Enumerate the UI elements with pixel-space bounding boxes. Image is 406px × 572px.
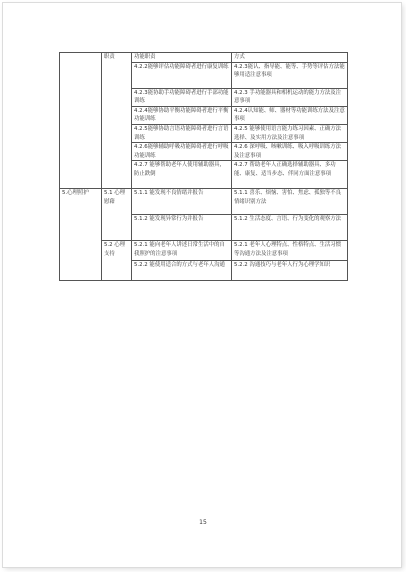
method-cell: 方式 bbox=[232, 53, 348, 63]
method-cell: 4.2.4认知能、师、器材等功能训练方法及注意事项 bbox=[232, 106, 348, 124]
subcategory-cell: 5.1 心理慰藉 bbox=[102, 189, 132, 241]
dimension-cell-blank bbox=[60, 53, 102, 189]
method-cell: 4.2.5 能够使用语言能力练习因素、正确方法选择、及实用方法及注意事项 bbox=[232, 124, 348, 142]
method-cell: 5.1.1 喜乐、烦恼、害怕、焦虑、孤独等不良情绪识别方法 bbox=[232, 189, 348, 215]
table-row bbox=[60, 53, 348, 63]
method-cell: 4.2.3能认、指导能、能等、手势等评估方法能够用适注意事项 bbox=[232, 62, 348, 88]
method-cell: 4.2.7 帮助老年人正确选择辅助器具、多功能、康复、适当步态、伴同方面注意事项 bbox=[232, 161, 348, 189]
skills-table bbox=[59, 52, 348, 281]
content-cell: 4.2.5能够协助言语功能障碍者进行言语训练 bbox=[132, 124, 232, 142]
subcategory-cell: 5.2 心理支持 bbox=[102, 241, 132, 281]
method-cell: 5.2.2 沟通技巧与老年人行为心理学知识 bbox=[232, 261, 348, 281]
page-number: 15 bbox=[199, 519, 207, 526]
table-row bbox=[60, 189, 348, 215]
content-cell: 4.2.2能够评估功能障碍者进行康复训练 bbox=[132, 62, 232, 88]
content-cell: 4.2.3能协助手功能障碍者进行手部功能训练 bbox=[132, 88, 232, 106]
method-cell: 5.1.2 生活态度、言语、行为变化的观察方法 bbox=[232, 215, 348, 241]
content-cell: 5.1.2 能发现异常行为并报告 bbox=[132, 215, 232, 241]
method-cell: 4.2.6 深呼吸、咳嗽训练、吸入呼吸训练方法及注意事项 bbox=[232, 143, 348, 161]
content-cell: 5.1.1 能发现不良情绪并报告 bbox=[132, 189, 232, 215]
content-cell: 功能职责 bbox=[132, 53, 232, 63]
dimension-cell: 5.心理照护 bbox=[60, 189, 102, 281]
content-cell: 4.2.6能够辅助呼吸功能障碍者进行呼吸功能训练 bbox=[132, 143, 232, 161]
content-cell: 5.2.1 能向老年人讲述日常生活中的自我照护的注意事项 bbox=[132, 241, 232, 261]
content-cell: 4.2.4能够协助平衡功能障碍者进行平衡功能训练 bbox=[132, 106, 232, 124]
table-row bbox=[60, 241, 348, 261]
method-cell: 5.2.1 老年人心理特点、性格特点、生活习惯等沟通方法及注意事项 bbox=[232, 241, 348, 261]
method-cell: 4.2.3 手功能器具和相机运动的能力方法及注意事项 bbox=[232, 88, 348, 106]
content-cell: 5.2.2 能使用适合的方式与老年人沟通 bbox=[132, 261, 232, 281]
subcategory-cell: 职责 bbox=[102, 53, 132, 189]
content-cell: 4.2.7 能够帮助老年人使用辅助器具，防止跌倒 bbox=[132, 161, 232, 189]
